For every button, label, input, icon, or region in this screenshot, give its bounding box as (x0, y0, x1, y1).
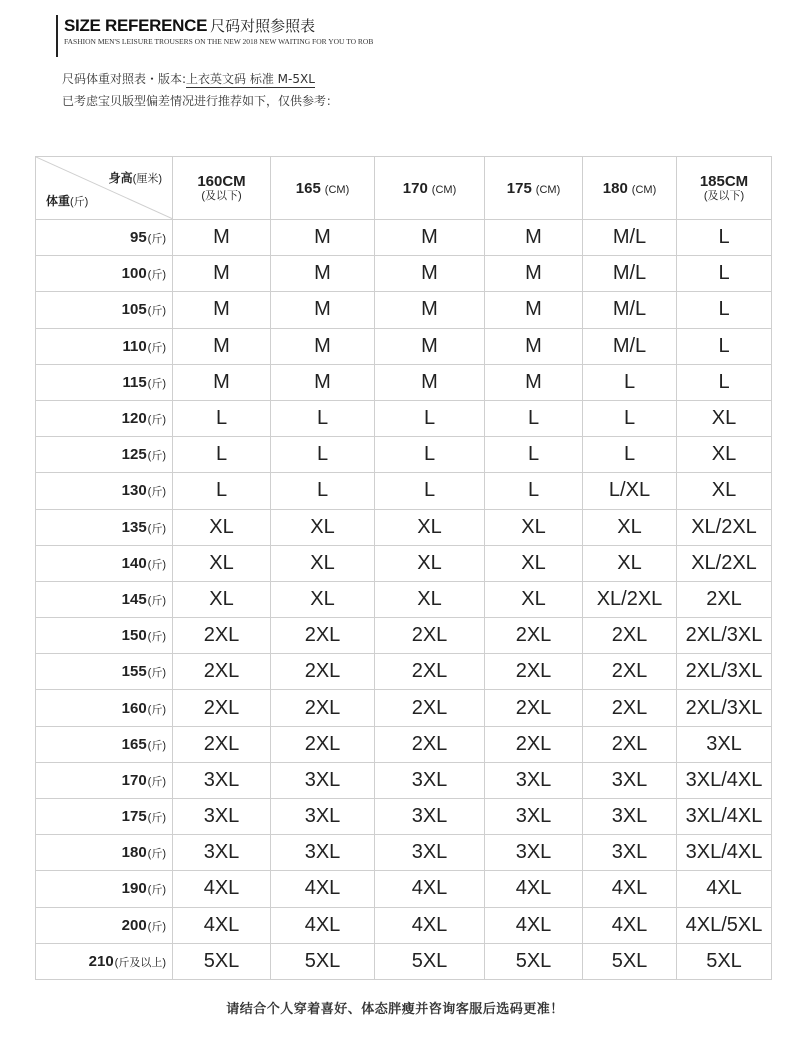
size-cell: XL (583, 509, 677, 545)
table-row (36, 473, 772, 509)
height-unit: (CM) (324, 183, 350, 196)
intro-line-1 (62, 68, 338, 90)
weight-unit: (斤) (147, 486, 166, 499)
size-cell: L (271, 437, 375, 473)
size-cell: XL (375, 545, 485, 581)
height-unit: (CM) (535, 183, 561, 196)
weight-cell (36, 473, 173, 509)
corner-cell (36, 157, 173, 220)
size-cell: 4XL (485, 871, 583, 907)
size-cell: 4XL (485, 907, 583, 943)
size-cell: 3XL (583, 835, 677, 871)
table-row (36, 835, 772, 871)
size-cell: 3XL (271, 799, 375, 835)
weight-value: 210 (88, 952, 114, 970)
size-cell: M (375, 328, 485, 364)
size-cell: 2XL (375, 618, 485, 654)
size-cell: XL (271, 545, 375, 581)
size-cell: 2XL (271, 618, 375, 654)
weight-unit: (斤) (147, 269, 166, 282)
weight-unit: (斤) (147, 522, 166, 535)
size-cell: M/L (583, 328, 677, 364)
table-row (36, 364, 772, 400)
table-row (36, 943, 772, 979)
weight-value: 150 (121, 627, 147, 645)
size-cell: 4XL (271, 907, 375, 943)
weight-value: 105 (121, 301, 147, 319)
size-cell: 2XL (271, 654, 375, 690)
weight-unit: (斤) (147, 594, 166, 607)
size-cell: XL (677, 400, 772, 436)
weight-unit: (斤) (147, 450, 166, 463)
weight-cell (36, 256, 173, 292)
weight-cell (36, 328, 173, 364)
weight-unit: (斤) (147, 884, 166, 897)
size-cell: XL (677, 437, 772, 473)
weight-unit: (斤) (147, 739, 166, 752)
size-cell: L (485, 437, 583, 473)
height-value: 170 (402, 179, 428, 197)
weight-value: 180 (121, 844, 147, 862)
height-column-header (173, 157, 271, 220)
size-cell: M (173, 328, 271, 364)
height-sub-label: (及以下) (703, 190, 745, 202)
size-cell: 3XL (173, 835, 271, 871)
size-cell: XL/2XL (583, 581, 677, 617)
weight-unit: (斤) (147, 667, 166, 680)
page-header (56, 15, 374, 57)
size-table (35, 156, 772, 980)
size-cell: 4XL (677, 871, 772, 907)
size-cell: 3XL (375, 762, 485, 798)
size-cell: 2XL (271, 690, 375, 726)
weight-cell (36, 835, 173, 871)
height-column-header (271, 157, 375, 220)
size-cell: 2XL (375, 654, 485, 690)
intro-line-2: 已考虑宝贝版型偏差情况进行推荐如下，仅供参考： (62, 94, 339, 108)
size-cell: 3XL (375, 799, 485, 835)
weight-cell (36, 726, 173, 762)
size-cell: M/L (583, 220, 677, 256)
title-chinese: 尺码对照参照表 (210, 17, 316, 35)
size-cell: M (375, 220, 485, 256)
size-cell: M (271, 364, 375, 400)
weight-unit: (斤及以上) (114, 956, 166, 969)
size-cell: 2XL (583, 618, 677, 654)
weight-unit: (斤) (147, 233, 166, 246)
size-cell: 2XL (375, 726, 485, 762)
size-cell: XL (677, 473, 772, 509)
size-cell: XL (375, 509, 485, 545)
height-value: 160CM (197, 173, 246, 190)
size-cell: M (485, 364, 583, 400)
size-cell: M/L (583, 256, 677, 292)
weight-unit: (斤) (147, 920, 166, 933)
size-cell: 2XL (271, 726, 375, 762)
size-cell: M (173, 220, 271, 256)
height-value: 185CM (699, 173, 749, 190)
size-cell: 3XL (375, 835, 485, 871)
size-cell: XL (485, 581, 583, 617)
size-cell: L (375, 400, 485, 436)
size-cell: 2XL (583, 654, 677, 690)
table-row (36, 690, 772, 726)
table-row (36, 871, 772, 907)
size-cell: M (485, 292, 583, 328)
weight-value: 135 (121, 518, 147, 536)
table-row (36, 654, 772, 690)
weight-unit: (斤) (147, 414, 166, 427)
size-cell: L (485, 400, 583, 436)
height-column-header (677, 157, 772, 220)
weight-unit: (斤) (147, 812, 166, 825)
table-row (36, 799, 772, 835)
size-cell: 5XL (677, 943, 772, 979)
table-row (36, 256, 772, 292)
table-header-row (36, 157, 772, 220)
height-sub-label: (及以下) (201, 190, 242, 202)
size-cell: M (485, 256, 583, 292)
size-cell: 3XL (173, 762, 271, 798)
weight-value: 115 (122, 373, 147, 391)
size-cell: 2XL (485, 618, 583, 654)
size-cell: 2XL (375, 690, 485, 726)
weight-cell (36, 654, 173, 690)
weight-cell (36, 907, 173, 943)
table-row (36, 618, 772, 654)
weight-value: 100 (121, 265, 147, 283)
size-cell: L (375, 473, 485, 509)
weight-cell (36, 437, 173, 473)
height-unit: (CM) (631, 183, 657, 196)
size-cell: XL/2XL (677, 545, 772, 581)
table-row (36, 328, 772, 364)
size-cell: XL (173, 509, 271, 545)
weight-value: 125 (121, 446, 147, 464)
table-row (36, 907, 772, 943)
size-cell: 4XL/5XL (677, 907, 772, 943)
table-row (36, 437, 772, 473)
weight-value: 165 (121, 735, 147, 753)
size-cell: 3XL (485, 799, 583, 835)
size-cell: 3XL (173, 799, 271, 835)
size-cell: 3XL (271, 762, 375, 798)
size-cell: 2XL/3XL (677, 618, 772, 654)
size-cell: 2XL (583, 690, 677, 726)
size-cell: 3XL (583, 799, 677, 835)
corner-height-label: 身高(厘米) (108, 171, 162, 185)
height-unit: (CM) (431, 183, 457, 196)
size-cell: M (375, 292, 485, 328)
size-cell: L (173, 400, 271, 436)
size-cell: L (583, 364, 677, 400)
weight-cell (36, 509, 173, 545)
weight-unit: (斤) (147, 848, 166, 861)
table-row (36, 220, 772, 256)
size-cell: 4XL (173, 907, 271, 943)
size-cell: M (271, 292, 375, 328)
weight-value: 170 (121, 771, 147, 789)
weight-value: 190 (121, 880, 147, 898)
weight-unit: (斤) (147, 703, 166, 716)
size-cell: XL (173, 545, 271, 581)
size-cell: L (271, 473, 375, 509)
weight-unit: (斤) (147, 558, 166, 571)
size-cell: L (485, 473, 583, 509)
table-row (36, 545, 772, 581)
size-cell: 2XL (173, 618, 271, 654)
size-cell: 4XL (173, 871, 271, 907)
table-body (36, 220, 772, 980)
size-cell: 3XL/4XL (677, 762, 772, 798)
size-cell: 4XL (583, 871, 677, 907)
height-value: 180 (602, 179, 628, 197)
size-cell: 2XL/3XL (677, 654, 772, 690)
weight-cell (36, 400, 173, 436)
size-cell: M (271, 328, 375, 364)
size-cell: L (677, 364, 772, 400)
weight-cell (36, 581, 173, 617)
size-cell: 3XL (677, 726, 772, 762)
weight-value: 200 (121, 916, 147, 934)
weight-value: 95 (129, 229, 147, 247)
intro-version: 上衣英文码 标准 M-5XL (186, 72, 315, 86)
size-cell: XL/2XL (677, 509, 772, 545)
size-cell: 3XL (485, 835, 583, 871)
size-cell: 2XL (677, 581, 772, 617)
size-cell: L (583, 400, 677, 436)
weight-cell (36, 799, 173, 835)
size-cell: L (271, 400, 375, 436)
table-row (36, 400, 772, 436)
table-row (36, 509, 772, 545)
height-column-header (375, 157, 485, 220)
size-cell: M (485, 328, 583, 364)
weight-cell (36, 762, 173, 798)
size-cell: M (173, 292, 271, 328)
height-value: 165 (295, 179, 321, 197)
weight-value: 155 (121, 663, 147, 681)
size-cell: XL (485, 545, 583, 581)
size-cell: 4XL (375, 871, 485, 907)
size-cell: L (677, 328, 772, 364)
size-cell: M (375, 364, 485, 400)
height-value: 175 (506, 179, 532, 197)
title-english: SIZE REFERENCE (64, 16, 208, 35)
size-cell: 2XL (485, 690, 583, 726)
size-cell: 2XL (173, 690, 271, 726)
size-cell: L (375, 437, 485, 473)
size-cell: 2XL (583, 726, 677, 762)
size-cell: 2XL (485, 654, 583, 690)
size-cell: XL (173, 581, 271, 617)
size-cell: 3XL/4XL (677, 835, 772, 871)
corner-diagonal-line (36, 157, 172, 219)
size-cell: 2XL (173, 654, 271, 690)
weight-value: 120 (121, 410, 147, 428)
size-cell: M (271, 256, 375, 292)
size-cell: M/L (583, 292, 677, 328)
table-row (36, 762, 772, 798)
size-cell: 5XL (271, 943, 375, 979)
weight-unit: (斤) (147, 341, 166, 354)
weight-value: 110 (122, 337, 147, 355)
corner-weight-label: 体重(斤) (46, 194, 89, 208)
weight-value: 175 (121, 808, 147, 826)
size-cell: 5XL (173, 943, 271, 979)
weight-cell (36, 618, 173, 654)
size-cell: L (677, 220, 772, 256)
size-cell: 4XL (375, 907, 485, 943)
weight-unit: (斤) (147, 305, 166, 318)
weight-unit: (斤) (147, 631, 166, 644)
intro-prefix: 尺码体重对照表・版本: (62, 72, 187, 86)
size-cell: M (375, 256, 485, 292)
size-cell: XL (485, 509, 583, 545)
size-cell: 2XL (173, 726, 271, 762)
size-cell: 4XL (583, 907, 677, 943)
size-cell: M (173, 256, 271, 292)
weight-cell (36, 545, 173, 581)
footer-note: 请结合个人穿着喜好、体态胖瘦并咨询客服后选码更准！ (226, 1002, 564, 1017)
size-cell: 3XL (583, 762, 677, 798)
size-cell: L (677, 256, 772, 292)
subtitle: FASHION MEN'S LEISURE TROUSERS ON THE NEW 2018 NEW WAITING FOR YOU TO ROB (64, 37, 374, 46)
size-cell: XL (271, 581, 375, 617)
size-cell: 2XL (485, 726, 583, 762)
size-cell: L (173, 437, 271, 473)
weight-cell (36, 364, 173, 400)
size-cell: XL (271, 509, 375, 545)
weight-cell (36, 690, 173, 726)
size-cell: M (173, 364, 271, 400)
size-cell: M (271, 220, 375, 256)
weight-value: 130 (121, 482, 147, 500)
size-cell: 5XL (485, 943, 583, 979)
size-cell: 5XL (583, 943, 677, 979)
size-cell: 2XL/3XL (677, 690, 772, 726)
intro-text (62, 68, 338, 112)
size-cell: L (173, 473, 271, 509)
weight-cell (36, 292, 173, 328)
weight-unit: (斤) (147, 775, 166, 788)
size-cell: L (677, 292, 772, 328)
size-cell: XL (583, 545, 677, 581)
size-cell: L (583, 437, 677, 473)
weight-value: 145 (121, 590, 147, 608)
height-column-header (485, 157, 583, 220)
size-cell: 4XL (271, 871, 375, 907)
size-cell: 3XL/4XL (677, 799, 772, 835)
size-cell: 3XL (271, 835, 375, 871)
size-cell: 5XL (375, 943, 485, 979)
height-column-header (583, 157, 677, 220)
weight-cell (36, 220, 173, 256)
size-cell: L/XL (583, 473, 677, 509)
size-cell: 3XL (485, 762, 583, 798)
weight-unit: (斤) (147, 377, 166, 390)
table-row (36, 726, 772, 762)
weight-cell (36, 871, 173, 907)
weight-value: 160 (121, 699, 147, 717)
table-row (36, 292, 772, 328)
size-cell: XL (375, 581, 485, 617)
table-row (36, 581, 772, 617)
size-cell: M (485, 220, 583, 256)
weight-cell (36, 943, 173, 979)
weight-value: 140 (121, 554, 147, 572)
